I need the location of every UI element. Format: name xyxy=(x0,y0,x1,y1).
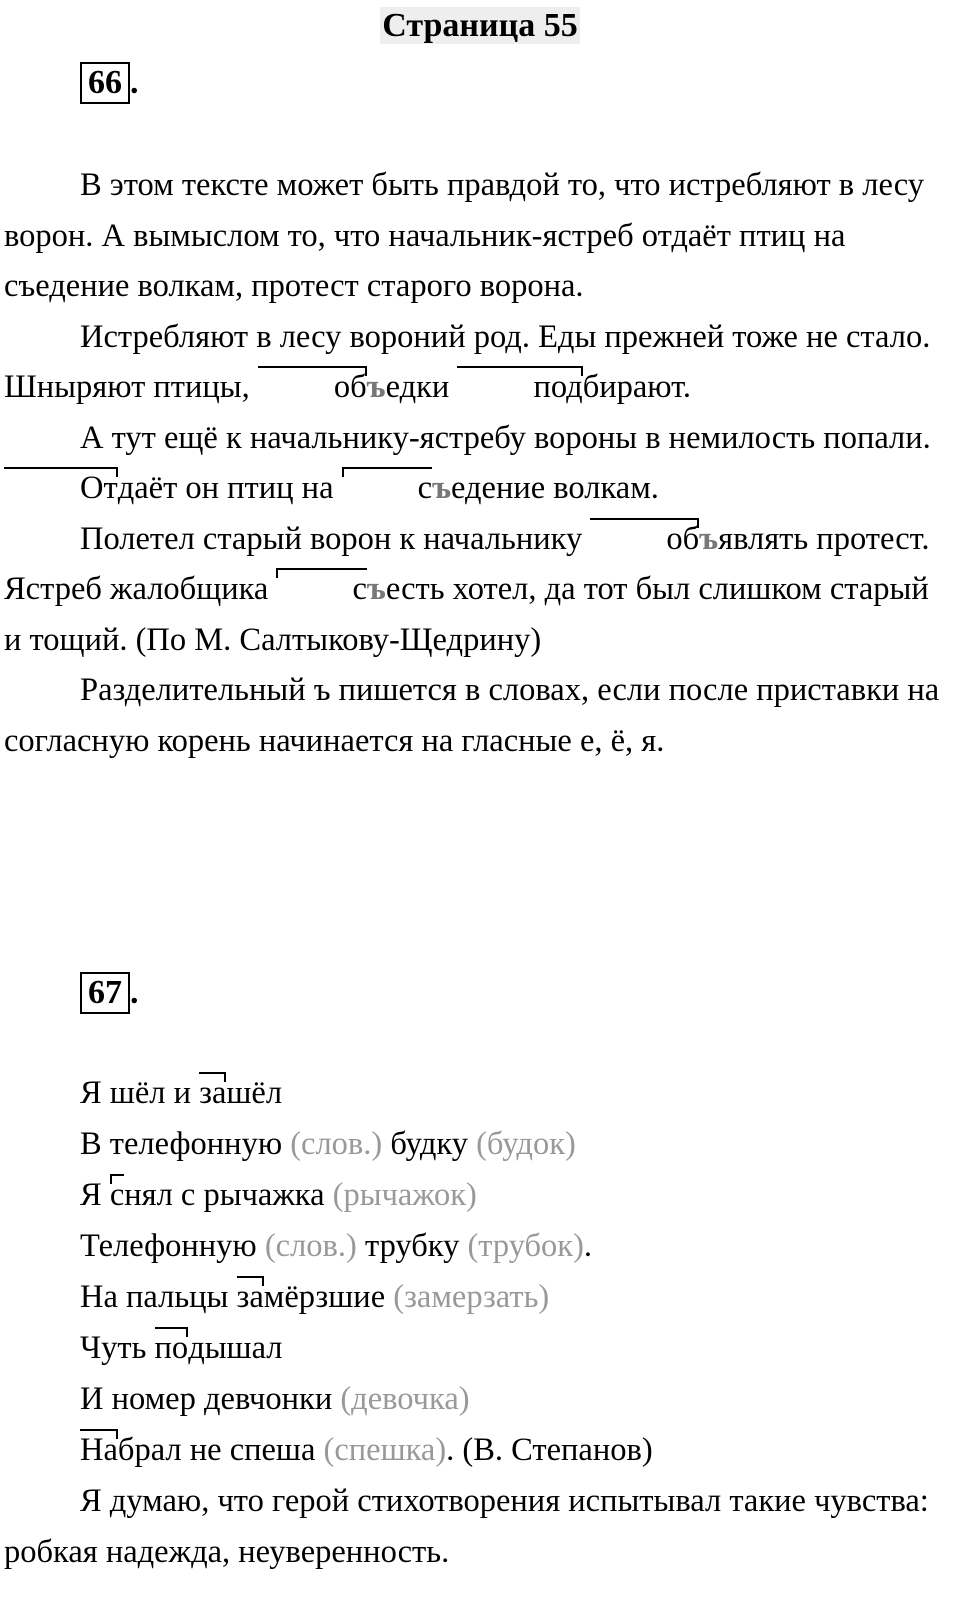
poem-line: Телефонную (слов.) трубку (трубок). xyxy=(80,1228,593,1264)
exercise-66-text xyxy=(4,160,944,766)
conclusion-paragraph: Я думаю, что герой стихотворения испытывал такие чувства: робкая надежда, неуверенность. xyxy=(4,1483,929,1570)
poem-line: Набрал не спеша (спешка). (В. Степанов) xyxy=(4,1425,944,1476)
poem-line: Я шёл и зашёл xyxy=(4,1068,944,1119)
exercise-66-number: 66 . xyxy=(80,62,139,104)
paragraph: А тут ещё к начальнику-ястребу вороны в немилость попали. Отдаёт он птиц на съедение волкам. xyxy=(4,413,944,514)
exercise-67-number: 67 . xyxy=(80,972,139,1014)
paragraph: Полетел старый ворон к начальнику объявлять протест. Ястреб жалобщика съесть хотел, да тот был слишком старый и тощий. (По М. Салтыкову-Щедрину) xyxy=(4,514,944,666)
exercise-67-poem xyxy=(4,1068,944,1578)
poem-line: Я снял с рычажка (рычажок) xyxy=(4,1170,944,1221)
poem-line: На пальцы замёрзшие (замерзать) xyxy=(4,1272,944,1323)
paragraph: Истребляют в лесу вороний род. Еды прежней тоже не стало. Шныряют птицы, объедки подбирают. xyxy=(4,312,944,413)
poem-line: Чуть подышал xyxy=(4,1323,944,1374)
poem-line: В телефонную (слов.) будку (будок) xyxy=(80,1126,576,1162)
paragraph: В этом тексте может быть правдой то, что истребляют в лесу ворон. А вымыслом то, что начальник-ястреб отдаёт птиц на съедение волкам, протест старого ворона. xyxy=(4,167,924,304)
paragraph: Разделительный ъ пишется в словах, если после приставки на согласную корень начинается на гласные е, ё, я. xyxy=(4,672,940,759)
page-title: Страница 55 xyxy=(382,7,578,44)
poem-line: И номер девчонки (девочка) xyxy=(80,1381,470,1417)
